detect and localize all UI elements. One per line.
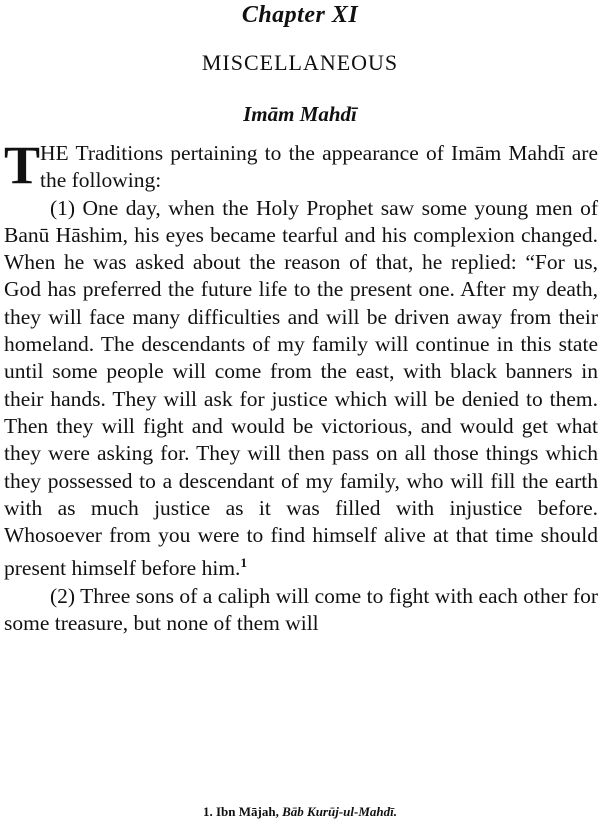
tradition-2-text: (2) Three sons of a caliph will come to fight with each other for some treasure, but none of them will bbox=[4, 583, 598, 636]
footnote bbox=[0, 804, 600, 820]
footnote-source: Ibn Mājah, bbox=[216, 804, 279, 819]
subheading: Imām Mahdī bbox=[243, 102, 357, 126]
intro-text: HE Traditions pertaining to the appearance of Imām Mahdī are the following: bbox=[40, 141, 598, 193]
drop-cap: T bbox=[4, 135, 41, 195]
paragraph-tradition-2 bbox=[4, 583, 598, 638]
chapter-title: Chapter XI bbox=[241, 2, 359, 28]
footnote-reference: Bāb Kurūj-ul-Mahdī. bbox=[282, 804, 397, 819]
paragraph-tradition-1 bbox=[4, 195, 598, 583]
tradition-1-text: (1) One day, when the Holy Prophet saw some young men of Banū Hāshim, his eyes became tearful and his complexion changed. When he was asked about the reason of that, he replied: “For us, God has preferred the future life to the present one. After my death, they will face many difficulties and will be driven away from their homeland. The descendants of my family will continue in this state until some people will come from the east, with black banners in their hands. They will ask for justice which will be denied to them. Then they will fight and would be victorious, and would get what they were asking for. They will then pass on all those things which they possessed to a descendant of my family, who will fill the earth with as much justice as it was filled with injustice before. Whosoever from you were to find himself alive at that time should present himself before him. bbox=[4, 195, 598, 581]
footnote-marker: 1 bbox=[240, 555, 247, 571]
footnote-number: 1. bbox=[203, 804, 213, 819]
paragraph-intro bbox=[4, 135, 598, 195]
body-text bbox=[4, 135, 598, 637]
section-title: MISCELLANEOUS bbox=[201, 50, 399, 75]
